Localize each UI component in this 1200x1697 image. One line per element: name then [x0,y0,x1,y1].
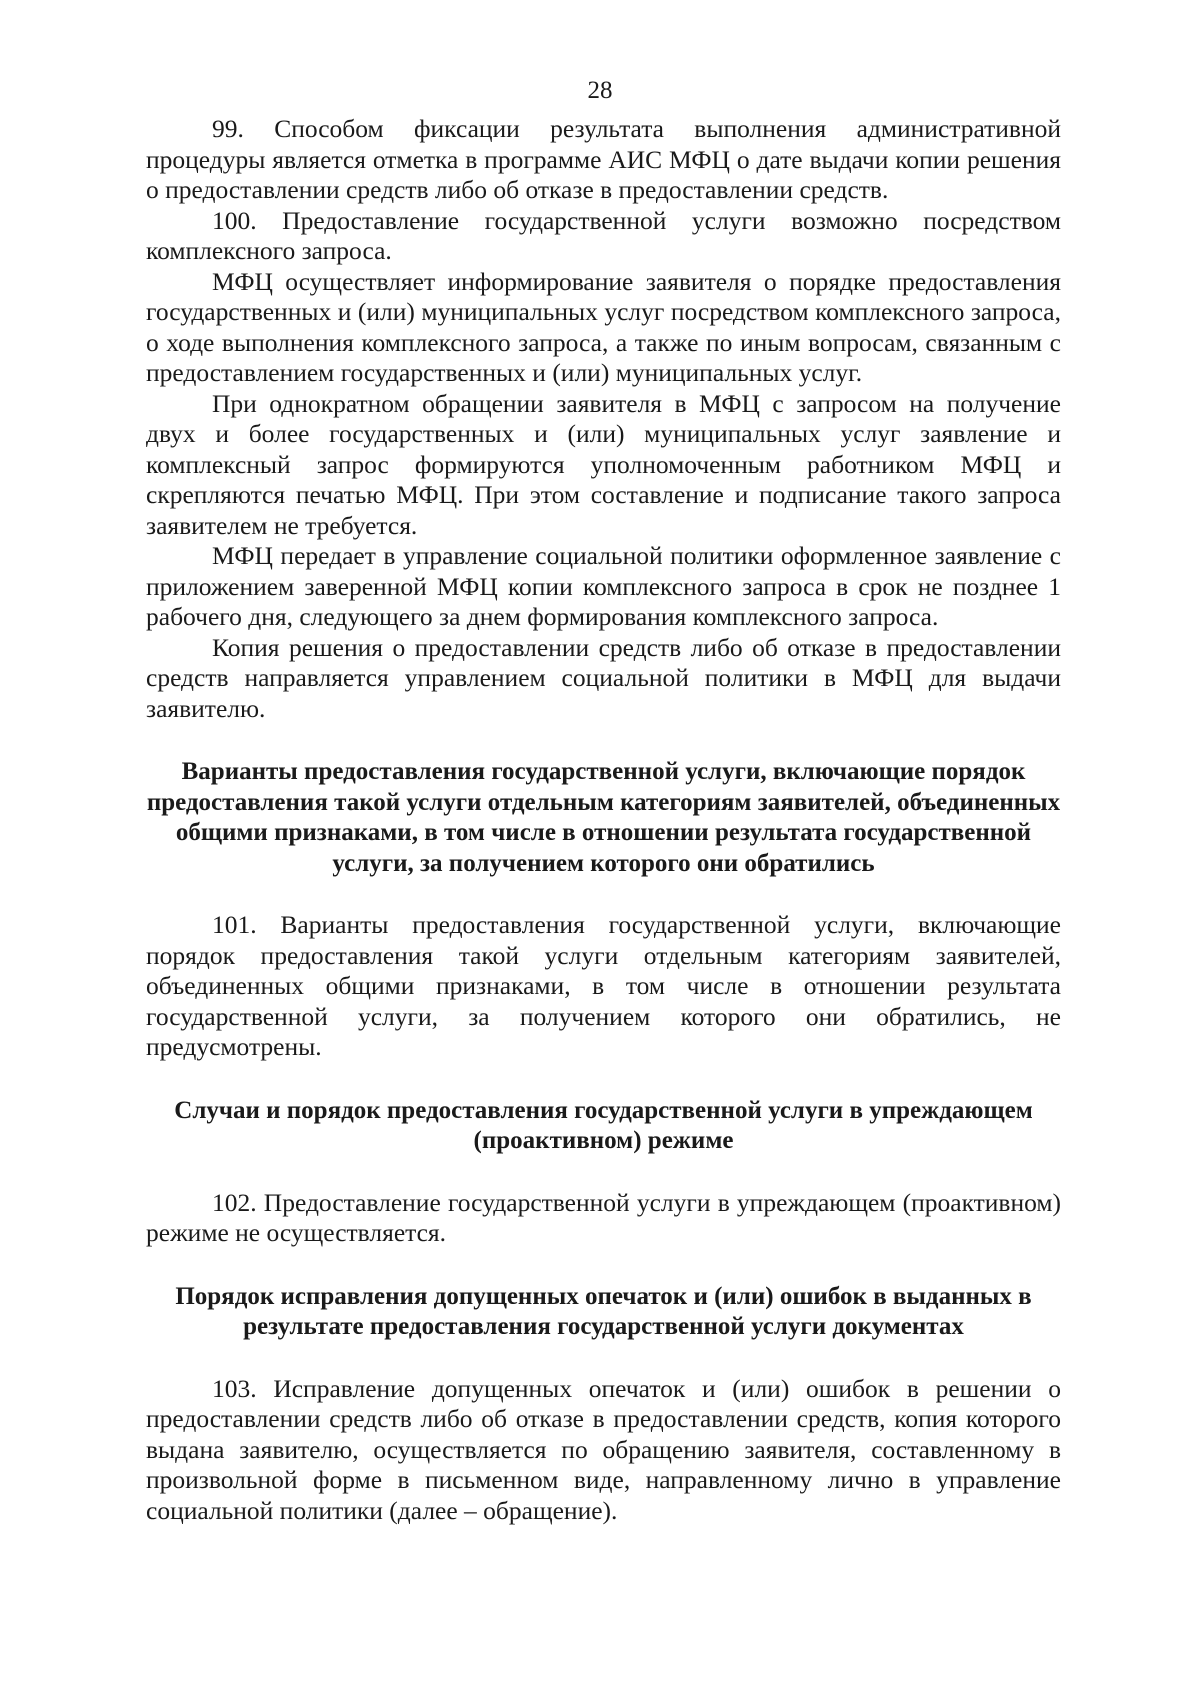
paragraph-single-request: При однократном обращении заявителя в МФЦ с запросом на получение двух и более государственных и (или) муниципальных услуг заявление и комплексный запрос формируются уполномоченным работником МФЦ и скрепляются печатью МФЦ. При этом составление и подписание такого запроса заявителем не требуется. [146,388,1061,540]
section-heading-proactive: Случаи и порядок предоставления государственной услуги в упреждающем (проактивном) режиме [174,1096,1033,1154]
section-heading-corrections: Порядок исправления допущенных опечаток и (или) ошибок в выданных в результате предоставления государственной услуги документах [175,1282,1032,1340]
paragraph-mfc-informing: МФЦ осуществляет информирование заявителя о порядке предоставления государственных и (или) муниципальных услуг посредством комплексного запроса, о ходе выполнения комплексного запроса, а также по иным вопросам, связанным с предоставлением государственных и (или) муниципальных услуг. [146,266,1061,387]
paragraph-mfc-transfer: МФЦ передает в управление социальной политики оформленное заявление с приложением заверенной МФЦ копии комплексного запроса в срок не позднее 1 рабочего дня, следующего за днем формирования комплексного запроса. [146,541,1061,631]
paragraph-102: 102. Предоставление государственной услуги в упреждающем (проактивном) режиме не осуществляется. [146,1187,1061,1247]
paragraph-decision-copy: Копия решения о предоставлении средств либо об отказе в предоставлении средств направляется управлением социальной политики в МФЦ для выдачи заявителю. [146,632,1061,723]
paragraph-103: 103. Исправление допущенных опечаток и (или) ошибок в решении о предоставлении средств либо об отказе в предоставлении средств, копия которого выдана заявителю, осуществляется по обращению заявителя, составленному в произвольной форме в письменном виде, направленному лично в управление социальной политики (далее – обращение). [146,1373,1061,1525]
page-number: 28 [587,77,613,104]
paragraph-99: 99. Способом фиксации результата выполнения административной процедуры является отметка в программе АИС МФЦ о дате выдачи копии решения о предоставлении средств либо об отказе в предоставлении средств. [146,114,1061,204]
paragraph-101: 101. Варианты предоставления государственной услуги, включающие порядок предоставления такой услуги отдельным категориям заявителей, объединенных общими признаками, в том числе в отношении результата государственной услуги, за получением которого они обратились, не предусмотрены. [146,910,1061,1061]
page-content [146,114,1061,1526]
paragraph-100: 100. Предоставление государственной услуги возможно посредством комплексного запроса. [146,205,1061,265]
section-heading-variants: Варианты предоставления государственной услуги, включающие порядок предоставления такой услуги отдельным категориям заявителей, объединенных общими признаками, в том числе в отношении результата государственной услуги, за получением которого они обратились [146,758,1061,877]
